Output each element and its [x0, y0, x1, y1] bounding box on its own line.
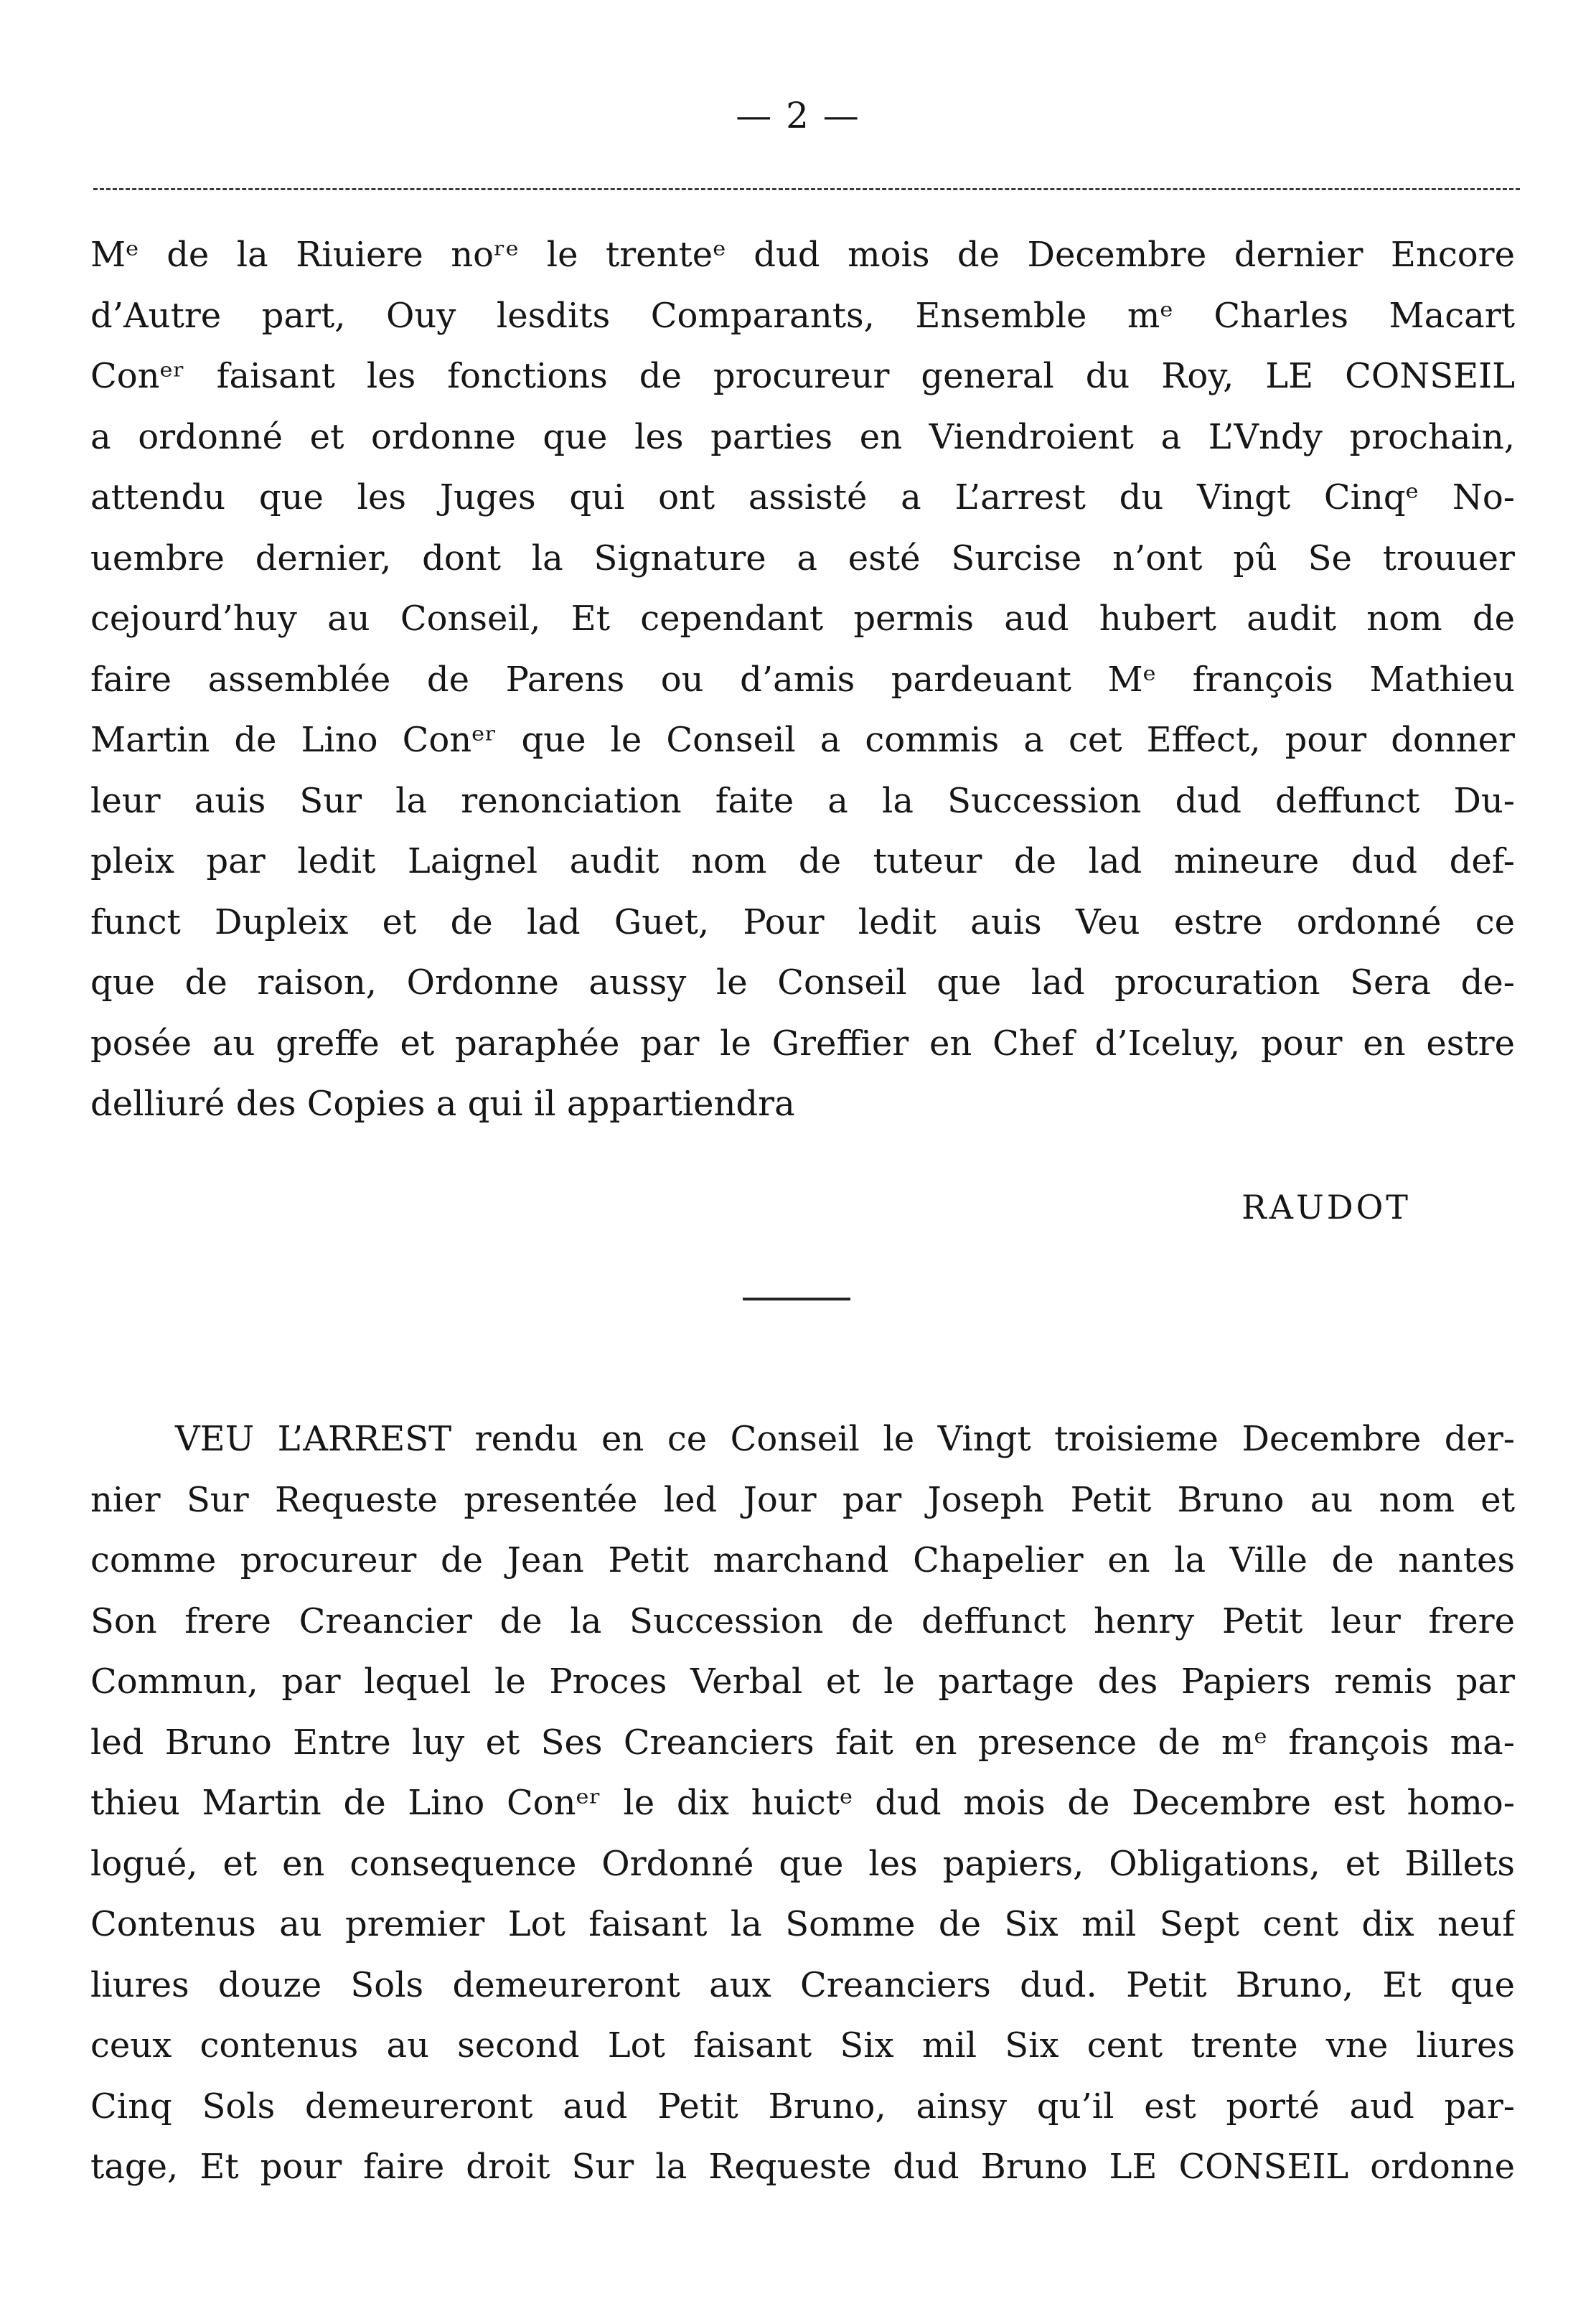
text-line: posée au greffe et paraphée par le Greffier en Chef d’Iceluy, pour en estre — [90, 1023, 1515, 1064]
section-divider — [743, 1298, 850, 1300]
text-line: pleix par ledit Laignel audit nom de tuteur de lad mineure dud def- — [90, 841, 1515, 881]
text-line: d’Autre part, Ouy lesdits Comparants, Ensemble mᵉ Charles Macart — [90, 295, 1515, 336]
text-line: delliuré des Copies a qui il appartiendra — [90, 1084, 795, 1124]
text-line: que de raison, Ordonne aussy le Conseil que lad procuration Sera de- — [90, 962, 1515, 1003]
text-line: Son frere Creancier de la Succession de deffunct henry Petit leur frere — [90, 1600, 1515, 1641]
text-line: tage, Et pour faire droit Sur la Requeste dud Bruno LE CONSEIL ordonne — [90, 2147, 1515, 2187]
paragraph-2 — [90, 1409, 1515, 2198]
text-line: funct Dupleix et de lad Guet, Pour ledit auis Veu estre ordonné ce — [90, 901, 1515, 942]
text-line: logué, et en consequence Ordonné que les papiers, Obligations, et Billets — [90, 1843, 1515, 1884]
text-line: led Bruno Entre luy et Ses Creanciers fait en presence de mᵉ françois ma- — [90, 1722, 1515, 1763]
text-line: liures douze Sols demeureront aux Creanciers dud. Petit Bruno, Et que — [90, 1964, 1515, 2005]
text-line: nier Sur Requeste presentée led Jour par Joseph Petit Bruno au nom et — [90, 1479, 1515, 1520]
paragraph-1 — [90, 225, 1515, 1135]
text-line: comme procureur de Jean Petit marchand Chapelier en la Ville de nantes — [90, 1540, 1515, 1580]
text-line: uembre dernier, dont la Signature a esté Surcise n’ont pû Se trouuer — [90, 538, 1515, 578]
header-rule — [93, 188, 1520, 190]
signature: RAUDOT — [1241, 1188, 1411, 1227]
text-line: Cinq Sols demeureront aud Petit Bruno, ainsy qu’il est porté aud par- — [90, 2086, 1515, 2127]
text-line: Conᵉʳ faisant les fonctions de procureur general du Roy, LE CONSEIL — [90, 356, 1515, 396]
text-line: faire assemblée de Parens ou d’amis pardeuant Mᵉ françois Mathieu — [90, 659, 1515, 700]
text-line: attendu que les Juges qui ont assisté a L’arrest du Vingt Cinqᵉ No- — [90, 477, 1515, 517]
page-number: — 2 — — [736, 95, 860, 136]
text-line: thieu Martin de Lino Conᵉʳ le dix huictᵉ dud mois de Decembre est homo- — [90, 1783, 1515, 1823]
text-line: Mᵉ de la Riuiere noʳᵉ le trenteᵉ dud mois de Decembre dernier Encore — [90, 235, 1515, 275]
text-line: cejourd’huy au Conseil, Et cependant permis aud hubert audit nom de — [90, 599, 1515, 639]
text-line: Martin de Lino Conᵉʳ que le Conseil a commis a cet Effect, pour donner — [90, 720, 1515, 760]
text-line: VEU L’ARREST rendu en ce Conseil le Vingt troisieme Decembre der- — [175, 1419, 1515, 1459]
text-line: ceux contenus au second Lot faisant Six mil Six cent trente vne liures — [90, 2025, 1515, 2066]
text-line: Contenus au premier Lot faisant la Somme de Six mil Sept cent dix neuf — [90, 1904, 1515, 1944]
text-line: Commun, par lequel le Proces Verbal et le partage des Papiers remis par — [90, 1661, 1515, 1702]
text-line: a ordonné et ordonne que les parties en Viendroient a L’Vndy prochain, — [90, 416, 1515, 457]
text-line: leur auis Sur la renonciation faite a la Succession dud deffunct Du- — [90, 780, 1515, 821]
